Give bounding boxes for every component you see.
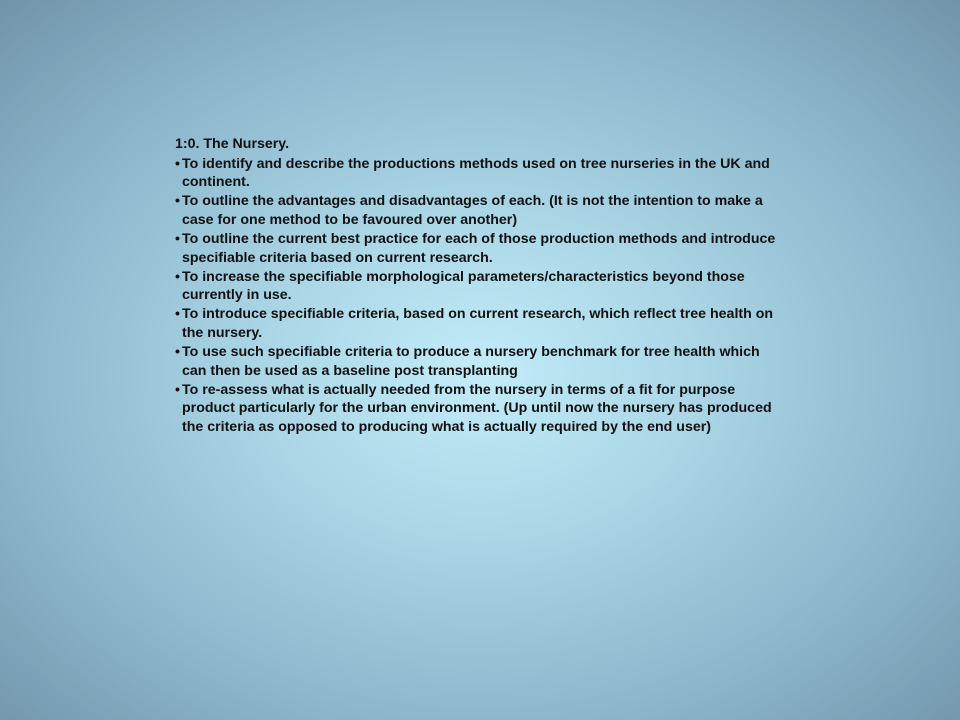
bullet-item [175,381,787,437]
bullet-item [175,305,787,342]
bullet-item [175,343,787,380]
bullet-text: To identify and describe the productions methods used on tree nurseries in the UK and continent. [182,155,770,191]
bullet-text: To increase the specifiable morphological parameters/characteristics beyond those currently in use. [182,268,745,304]
bullet-item [175,268,787,305]
bullet-text: To use such specifiable criteria to produce a nursery benchmark for tree health which can then be used as a baseline post transplanting [182,344,760,379]
slide-heading: 1:0. The Nursery. [175,136,290,152]
bullet-icon: • [175,155,180,172]
bullet-text: To re-assess what is actually needed from the nursery in terms of a fit for purpose product particularly for the urban environment. (Up until now the nursery has produced the criteria as opposed to producing what is actually required by the end user) [182,381,772,435]
bullet-icon: • [175,268,180,285]
bullet-item [175,230,787,267]
bullet-icon: • [175,381,180,398]
bullet-icon: • [175,306,180,323]
bullet-text: To outline the advantages and disadvantages of each. (It is not the intention to make a case for one method to be favoured over another) [182,193,763,228]
bullet-text: To outline the current best practice for each of those production methods and introduce specifiable criteria based on current research. [182,230,776,266]
bullet-list [175,155,787,437]
bullet-icon: • [175,193,180,210]
bullet-icon: • [175,230,180,247]
bullet-item [175,155,787,192]
slide-text-block [175,135,787,437]
bullet-icon: • [175,344,180,361]
bullet-item [175,192,787,229]
bullet-text: To introduce specifiable criteria, based on current research, which reflect tree health on the nursery. [182,306,774,341]
